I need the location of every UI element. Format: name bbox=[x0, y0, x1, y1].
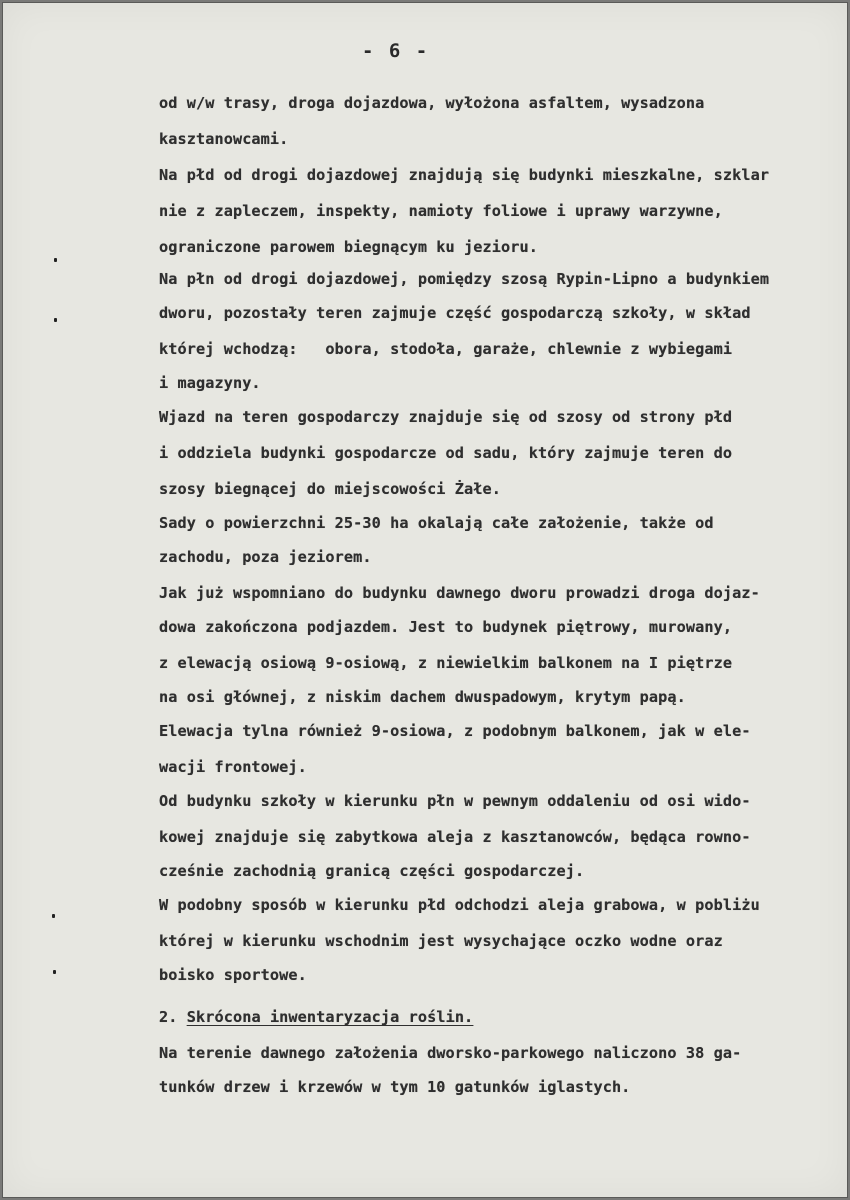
margin-speck bbox=[53, 970, 56, 974]
section-heading bbox=[159, 1008, 473, 1026]
text-line: zachodu, poza jeziorem. bbox=[159, 548, 372, 566]
text-line: cześnie zachodnią granicą części gospodarczej. bbox=[159, 862, 585, 880]
page-number: - 6 - bbox=[362, 40, 430, 62]
text-line: Na terenie dawnego założenia dworsko-parkowego naliczono 38 ga- bbox=[159, 1044, 742, 1062]
text-line: kowej znajduje się zabytkowa aleja z kasztanowców, będąca rowno- bbox=[159, 828, 751, 846]
text-line: W podobny sposób w kierunku płd odchodzi aleja grabowa, w pobliżu bbox=[159, 896, 760, 914]
text-line: nie z zapleczem, inspekty, namioty foliowe i uprawy warzywne, bbox=[159, 202, 723, 220]
text-line: dowa zakończona podjazdem. Jest to budynek piętrowy, murowany, bbox=[159, 618, 733, 636]
text-line: na osi głównej, z niskim dachem dwuspadowym, krytym papą. bbox=[159, 688, 686, 706]
text-line: której w kierunku wschodnim jest wysychające oczko wodne oraz bbox=[159, 932, 723, 950]
text-line: i oddziela budynki gospodarcze od sadu, który zajmuje teren do bbox=[159, 444, 733, 462]
text-line: boisko sportowe. bbox=[159, 966, 307, 984]
text-line: której wchodzą: obora, stodoła, garaże, chlewnie z wybiegami bbox=[159, 340, 733, 358]
text-line: wacji frontowej. bbox=[159, 758, 307, 776]
text-line: i magazyny. bbox=[159, 374, 261, 392]
margin-speck bbox=[54, 258, 57, 262]
text-line: Od budynku szkoły w kierunku płn w pewnym oddaleniu od osi wido- bbox=[159, 792, 751, 810]
text-line: Sady o powierzchni 25-30 ha okalają całe założenie, także od bbox=[159, 514, 714, 532]
text-line: Wjazd na teren gospodarczy znajduje się od szosy od strony płd bbox=[159, 408, 733, 426]
document-page bbox=[2, 2, 848, 1198]
margin-speck bbox=[52, 914, 55, 918]
text-line: ograniczone parowem biegnącym ku jezioru. bbox=[159, 238, 538, 256]
margin-speck bbox=[54, 318, 57, 322]
section-number: 2. bbox=[159, 1008, 178, 1026]
text-line: szosy biegnącej do miejscowości Żałe. bbox=[159, 480, 502, 498]
text-line: kasztanowcami. bbox=[159, 130, 289, 148]
text-line: Na płd od drogi dojazdowej znajdują się budynki mieszkalne, szklar bbox=[159, 166, 770, 184]
text-line: Na płn od drogi dojazdowej, pomiędzy szosą Rypin-Lipno a budynkiem bbox=[159, 270, 770, 288]
text-line: od w/w trasy, droga dojazdowa, wyłożona asfaltem, wysadzona bbox=[159, 94, 705, 112]
text-line: tunków drzew i krzewów w tym 10 gatunków iglastych. bbox=[159, 1078, 631, 1096]
section-title: Skrócona inwentaryzacja roślin. bbox=[186, 1008, 474, 1026]
text-line: dworu, pozostały teren zajmuje część gospodarczą szkoły, w skład bbox=[159, 304, 751, 322]
text-line: Jak już wspomniano do budynku dawnego dworu prowadzi droga dojaz- bbox=[159, 584, 760, 602]
text-line: Elewacja tylna również 9-osiowa, z podobnym balkonem, jak w ele- bbox=[159, 722, 751, 740]
text-line: z elewacją osiową 9-osiową, z niewielkim balkonem na I piętrze bbox=[159, 654, 733, 672]
